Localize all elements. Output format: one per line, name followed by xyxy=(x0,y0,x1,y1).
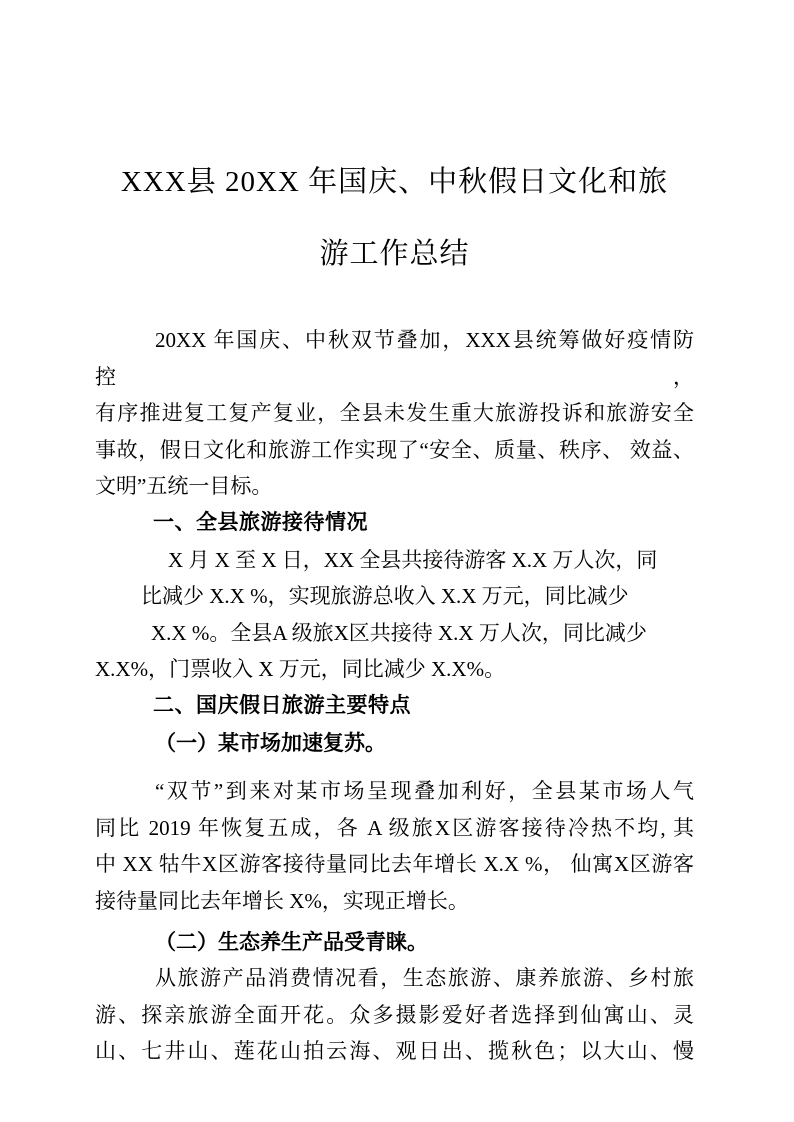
stats-paragraph xyxy=(95,542,694,688)
intro-paragraph xyxy=(95,322,694,505)
title-line-2: 游工作总结 xyxy=(319,238,470,270)
market-paragraph xyxy=(95,773,694,919)
eco-paragraph xyxy=(95,960,694,1070)
paragraph-line: “双节”到来对某市场呈现叠加利好，全县某市场人气 xyxy=(155,779,694,804)
paragraph-line: X.X %。全县A 级旅X区共接待 X.X 万人次，同比减少 xyxy=(151,620,647,645)
paragraph-line: 接待量同比去年增长 X%，实现正增长。 xyxy=(95,888,469,913)
paragraph-line: 事故，假日文化和旅游工作实现了“安全、质量、秩序、 效益、 xyxy=(95,437,694,462)
paragraph-line: 游、探亲旅游全面开花。众多摄影爱好者选择到仙寓山、灵 xyxy=(95,1002,694,1027)
paragraph-line: 从旅游产品消费情况看，生态旅游、康养旅游、乡村旅 xyxy=(155,966,694,991)
paragraph-line: 山、七井山、莲花山拍云海、观日出、揽秋色；以大山、慢 xyxy=(95,1039,694,1064)
section-heading-2: 二、国庆假日旅游主要特点 xyxy=(153,693,411,717)
sub-heading-2: （二）生态养生产品受青睐。 xyxy=(155,929,428,954)
document-body xyxy=(95,322,694,1070)
paragraph-line: X.X%，门票收入 X 万元，同比减少 X.X%。 xyxy=(95,657,506,682)
paragraph-line: X 月 X 至 X 日，XX 全县共接待游客 X.X 万人次，同 xyxy=(168,547,658,572)
paragraph-line: 同比 2019 年恢复五成，各 A 级旅X区游客接待冷热不均, 其 xyxy=(95,815,694,840)
paragraph-line: 有序推进复工复产复业，全县未发生重大旅游投诉和旅游安全 xyxy=(95,401,694,426)
title-line-1: XXX县 20XX 年国庆、中秋假日文化和旅 xyxy=(120,166,669,198)
paragraph-line: 中 XX 牯牛X区游客接待量同比去年增长 X.X %， 仙寓X区游客 xyxy=(95,852,694,877)
document-title xyxy=(95,146,694,290)
sub-heading-1: （一）某市场加速复苏。 xyxy=(155,730,386,755)
paragraph-line: 文明”五统一目标。 xyxy=(95,474,273,499)
paragraph-line: 比减少 X.X %，实现旅游总收入 X.X 万元，同比减少 xyxy=(141,584,629,609)
section-heading-1: 一、全县旅游接待情况 xyxy=(153,510,368,534)
paragraph-line: 20XX 年国庆、中秋双节叠加，XXX县统筹做好疫情防控， xyxy=(95,328,694,389)
